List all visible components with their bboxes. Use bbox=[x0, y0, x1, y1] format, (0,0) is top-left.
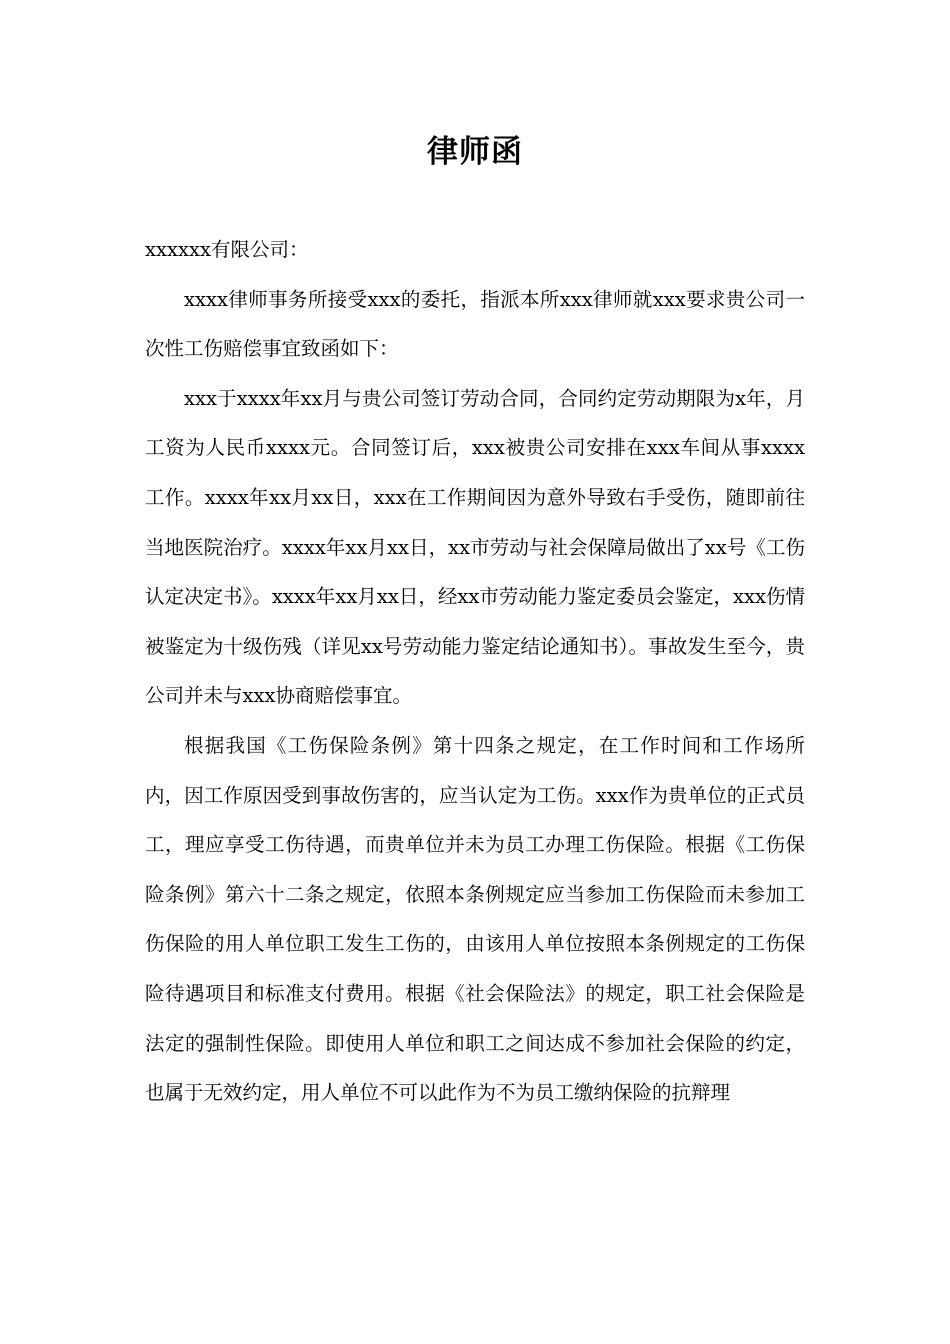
document-title: 律师函 bbox=[427, 134, 523, 170]
paragraph-legal-basis: 根据我国《工伤保险条例》第十四条之规定，在工作时间和工作场所内，因工作原因受到事故伤害的，应当认定为工伤。xxx作为贵单位的正式员工，理应享受工伤待遇，而贵单位并未为员工办理工伤保险。根据《工伤保险条例》第六十二条之规定，依照本条例规定应当参加工伤保险而未参加工伤保险的用人单位职工发生工伤的，由该用人单位按照本条例规定的工伤保险待遇项目和标准支付费用。根据《社会保险法》的规定，职工社会保险是法定的强制性保险。即使用人单位和职工之间达成不参加社会保险的约定，也属于无效约定，用人单位不可以此作为不为员工缴纳保险的抗辩理 bbox=[145, 733, 805, 1105]
paragraph-facts: xxx于xxxx年xx月与贵公司签订劳动合同，合同约定劳动期限为x年，月工资为人民币xxxx元。合同签订后，xxx被贵公司安排在xxx车间从事xxxx工作。xxxx年xx月xx日，xxx在工作期间因为意外导致右手受伤，随即前往当地医院治疗。xxxx年xx月xx日，xx市劳动与社会保障局做出了xx号《工伤认定决定书》。xxxx年xx月xx日，经xx市劳动能力鉴定委员会鉴定，xxx伤情被鉴定为十级伤残（详见xx号劳动能力鉴定结论通知书）。事故发生至今，贵公司并未与xxx协商赔偿事宜。 bbox=[145, 386, 805, 708]
paragraph-intro: xxxx律师事务所接受xxx的委托，指派本所xxx律师就xxx要求贵公司一次性工伤赔偿事宜致函如下： bbox=[145, 287, 805, 361]
salutation: xxxxxx有限公司： bbox=[145, 238, 309, 261]
letter-body bbox=[145, 225, 805, 1118]
